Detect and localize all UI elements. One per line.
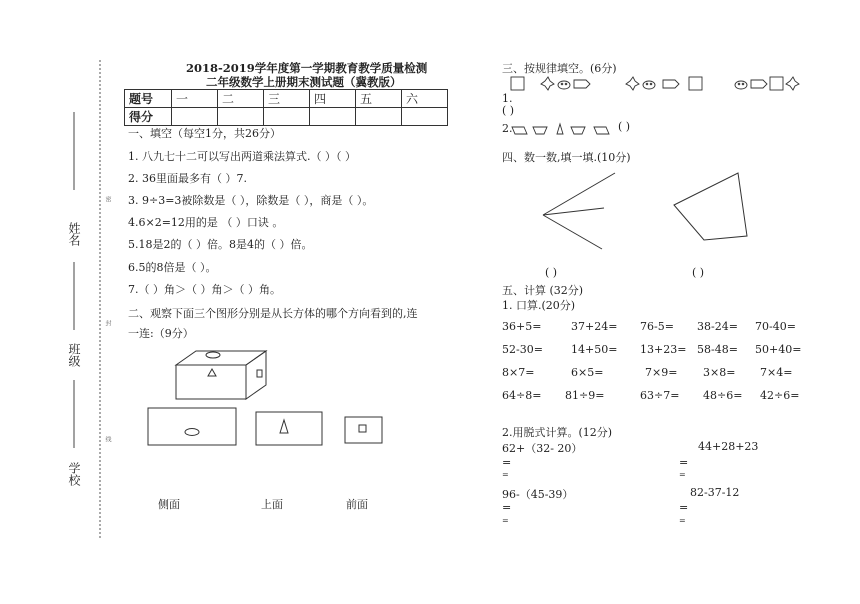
score-input-cell[interactable]: [264, 108, 310, 126]
question-1-5: 5.18是2的（ ）倍。8是4的（ ）倍。: [128, 238, 313, 251]
pattern-1-label: 1.: [502, 92, 513, 105]
equals-sign: =: [502, 516, 509, 525]
score-table-header-row: [125, 90, 448, 108]
section5-title: 五、计算 (32分): [502, 284, 584, 297]
oral-item: 48÷6=: [703, 389, 743, 402]
equals-sign: =: [679, 516, 686, 525]
oral-item: 76-5=: [640, 320, 674, 333]
oral-item: 7×4=: [760, 366, 793, 379]
question-1-2: 2. 36里面最多有（ ）7.: [128, 172, 247, 185]
side-view-label: 侧面: [158, 498, 180, 511]
score-input-cell[interactable]: [310, 108, 356, 126]
pattern-1-blank[interactable]: ( ): [502, 104, 515, 117]
angles-icon: [543, 173, 615, 249]
score-cell: 题号: [125, 90, 172, 108]
score-input-cell[interactable]: [218, 108, 264, 126]
binding-mark-1: 密: [104, 196, 111, 202]
step-problem-1: 62+（32- 20）: [502, 442, 583, 455]
oral-item: 7×9=: [645, 366, 678, 379]
oral-item: 14+50=: [571, 343, 618, 356]
step-problem-3: 96-（45-39）: [502, 488, 574, 501]
trapezoid-icon: [533, 127, 547, 134]
square-icon: [689, 77, 702, 90]
oral-item: 63÷7=: [640, 389, 680, 402]
pentagon-arrow-icon: [751, 80, 767, 88]
oral-item: 52-30=: [502, 343, 543, 356]
cuboid-views-figure: [140, 345, 470, 455]
side-view-icon: [148, 408, 236, 445]
score-input-cell[interactable]: [172, 108, 218, 126]
oral-item: 58-48=: [697, 343, 738, 356]
oral-item: 64÷8=: [502, 389, 542, 402]
question-1-1: 1. 八九七十二可以写出两道乘法算式.（ ）（ ）: [128, 150, 356, 163]
top-view-icon: [256, 412, 322, 445]
section3-title: 三、按规律填空。(6分): [502, 62, 617, 75]
star-icon: [541, 77, 554, 90]
score-cell: 三: [264, 90, 310, 108]
oral-item: 3×8=: [703, 366, 736, 379]
school-label: 学校: [67, 462, 81, 486]
score-input-cell[interactable]: [356, 108, 402, 126]
pentagon-arrow-icon: [663, 80, 679, 88]
smiley-icon: [643, 81, 655, 89]
pattern-2-label: 2.: [502, 122, 513, 135]
star-icon: [786, 77, 799, 90]
pentagon-arrow-icon: [574, 80, 590, 88]
pattern-row-2: [510, 122, 620, 138]
oral-item: 6×5=: [571, 366, 604, 379]
oral-item: 42÷6=: [760, 389, 800, 402]
parallelogram-icon: [594, 127, 609, 134]
oral-item: 8×7=: [502, 366, 535, 379]
star-icon: [626, 77, 639, 90]
angle-and-quadrilateral-figure: [540, 165, 760, 255]
exam-subtitle: 二年级数学上册期末测试题（冀教版）: [206, 75, 402, 89]
equals-sign: =: [502, 501, 512, 514]
section1-title: 一、填空（每空1分，共26分）: [128, 127, 281, 140]
step-calc-title: 2.用脱式计算。(12分): [502, 426, 613, 439]
equals-sign: =: [502, 470, 509, 479]
quadrilateral-count-blank[interactable]: ( ): [692, 266, 705, 279]
oral-item: 37+24=: [571, 320, 618, 333]
equals-sign: =: [502, 456, 512, 469]
quadrilateral-icon: [674, 173, 747, 240]
oral-item: 13+23=: [640, 343, 687, 356]
oral-item: 81÷9=: [565, 389, 605, 402]
smiley-icon: [735, 81, 747, 89]
score-input-cell[interactable]: [402, 108, 448, 126]
score-cell: 五: [356, 90, 402, 108]
oral-calc-title: 1. 口算.(20分): [502, 299, 576, 312]
equals-sign: =: [679, 456, 689, 469]
pattern-2-blank[interactable]: ( ): [618, 120, 631, 133]
question-1-4: 4.6×2=12用的是 （ ）口诀 。: [128, 216, 284, 229]
question-1-7: 7.（ ）角＞（ ）角＞（ ）角。: [128, 283, 281, 296]
smiley-icon: [558, 81, 570, 89]
section2-title-cont: 一连:（9分）: [128, 327, 194, 340]
score-table-score-row: [125, 108, 448, 126]
score-cell: 一: [172, 90, 218, 108]
binding-mark-2: 封: [104, 320, 111, 326]
class-label: 班级: [67, 343, 81, 367]
section2-title: 二、观察下面三个图形分别是从长方体的哪个方向看到的,连: [128, 307, 418, 320]
cuboid-icon: [176, 351, 266, 399]
top-view-label: 上面: [261, 498, 283, 511]
score-cell: 二: [218, 90, 264, 108]
question-1-3: 3. 9÷3=3被除数是（ ），除数是（ ），商是（ ）。: [128, 194, 374, 207]
score-cell: 四: [310, 90, 356, 108]
square-icon: [511, 77, 524, 90]
trapezoid-icon: [571, 127, 585, 134]
oral-item: 36+5=: [502, 320, 542, 333]
oral-item: 50+40=: [755, 343, 802, 356]
section4-title: 四、数一数,填一填.(10分): [502, 151, 631, 164]
angle-count-blank[interactable]: ( ): [545, 266, 558, 279]
name-label: 姓名: [67, 222, 81, 246]
square-icon: [770, 77, 783, 90]
score-cell: 六: [402, 90, 448, 108]
parallelogram-icon: [512, 127, 527, 134]
pattern-row-1: [508, 74, 808, 98]
score-cell: 得分: [125, 108, 172, 126]
step-problem-4: 82-37-12: [690, 486, 740, 499]
equals-sign: =: [679, 501, 689, 514]
oral-item: 38-24=: [697, 320, 738, 333]
question-1-6: 6.5的8倍是（ ）。: [128, 261, 217, 274]
oral-item: 70-40=: [755, 320, 796, 333]
equals-sign: =: [679, 470, 686, 479]
score-table: [124, 89, 448, 126]
margin-lines: [0, 0, 110, 604]
triangle-icon: [557, 124, 563, 134]
front-view-label: 前面: [346, 498, 368, 511]
binding-mark-3: 线: [104, 436, 111, 442]
front-view-icon: [345, 417, 382, 443]
step-problem-2: 44+28+23: [698, 440, 759, 453]
exam-title: 2018-2019学年度第一学期教育教学质量检测: [186, 61, 428, 75]
